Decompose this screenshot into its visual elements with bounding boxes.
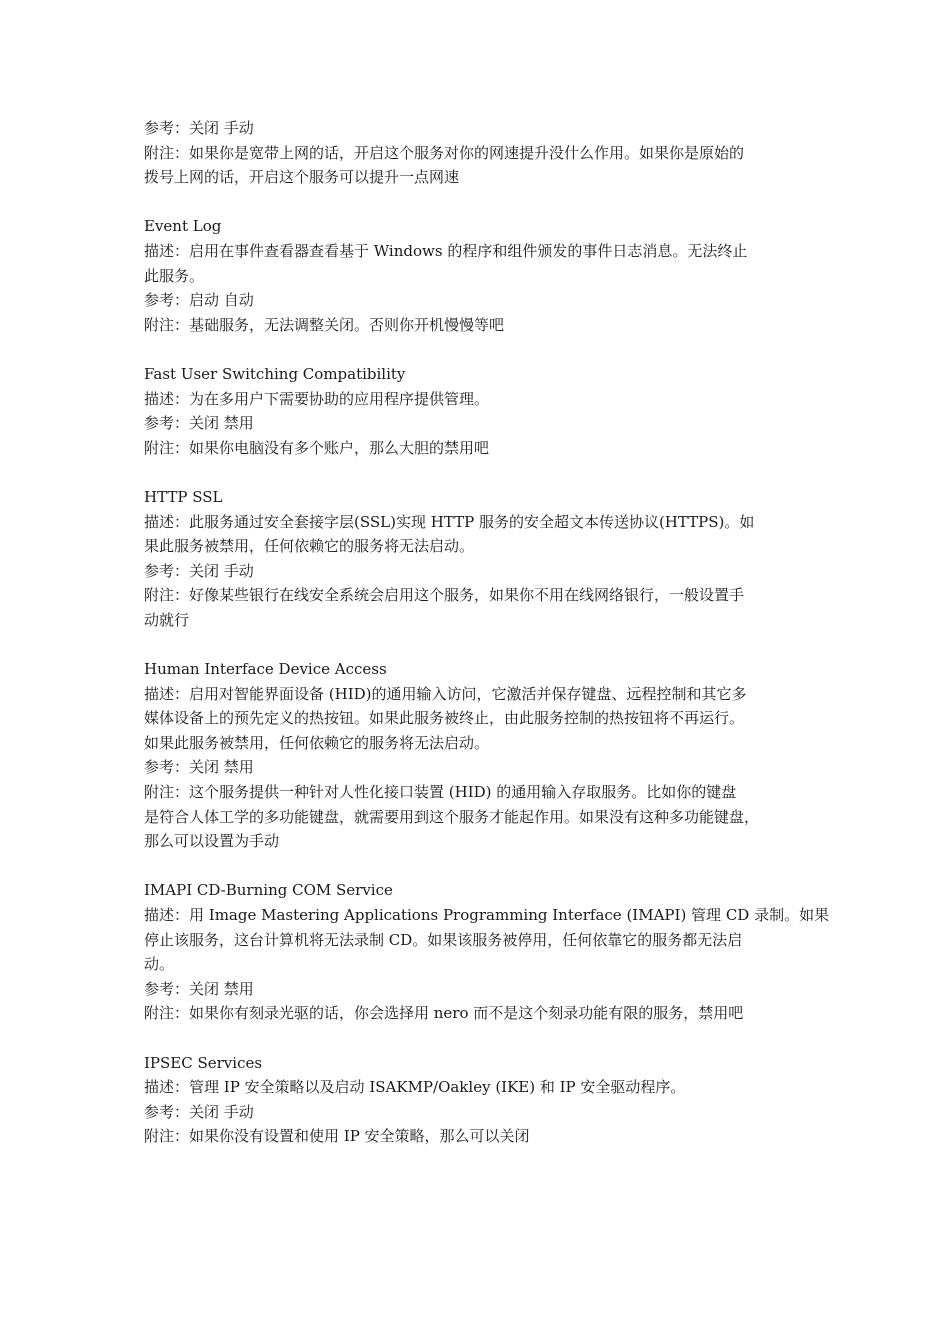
- service-description-line: 描述：用 Image Mastering Applications Programming Interface (IMAPI) 管理 CD 录制。如果: [144, 906, 830, 924]
- service-description-line: 描述：启用在事件查看器查看基于 Windows 的程序和组件颁发的事件日志消息。无法终止: [144, 241, 748, 260]
- service-reference: 参考：关闭 禁用: [144, 758, 254, 777]
- service-note-line: 附注：这个服务提供一种针对人性化接口装置 (HID) 的通用输入存取服务。比如你的键盘: [144, 783, 737, 802]
- service-description-line: 动。: [144, 955, 175, 974]
- intro-reference: 参考：关闭 手动: [144, 119, 254, 137]
- service-reference: 参考：关闭 禁用: [144, 414, 254, 433]
- service-description-line: 停止该服务，这台计算机将无法录制 CD。如果该服务被停用，任何依靠它的服务都无法启: [144, 930, 743, 949]
- service-reference: 参考：关闭 禁用: [144, 979, 254, 998]
- service-entry-event-log: [144, 214, 808, 337]
- service-note-line: 是符合人体工学的多功能键盘，就需要用到这个服务才能起作用。如果没有这种多功能键盘，: [144, 807, 760, 826]
- spacer: [144, 1026, 808, 1051]
- service-description-line: 描述：为在多用户下需要协助的应用程序提供管理。: [144, 389, 490, 408]
- spacer: [144, 632, 808, 657]
- service-name: IMAPI CD-Burning COM Service: [144, 881, 393, 900]
- service-reference: 参考：关闭 手动: [144, 1102, 254, 1121]
- spacer: [144, 190, 808, 215]
- service-description-line: 描述：管理 IP 安全策略以及启动 ISAKMP/Oakley (IKE) 和 IP 安全驱动程序。: [144, 1078, 686, 1097]
- service-description-line: 媒体设备上的预先定义的热按钮。如果此服务被终止，由此服务控制的热按钮将不再运行。: [144, 709, 745, 728]
- service-entry-imapi: [144, 878, 830, 1026]
- service-entry-ipsec: [144, 1051, 808, 1149]
- service-entry-fast-user-switching: [144, 362, 808, 460]
- service-note-line: 附注：如果你电脑没有多个账户，那么大胆的禁用吧: [144, 438, 490, 457]
- service-entry-http-ssl: [144, 485, 808, 633]
- service-name: Fast User Switching Compatibility: [144, 364, 406, 383]
- service-reference: 参考：关闭 手动: [144, 561, 254, 580]
- service-description-line: 如果此服务被禁用，任何依赖它的服务将无法启动。: [144, 733, 490, 752]
- service-description-line: 描述：启用对智能界面设备 (HID)的通用输入访问，它激活并保存键盘、远程控制和其它多: [144, 684, 747, 703]
- service-description-line: 此服务。: [144, 266, 205, 285]
- spacer: [144, 854, 808, 879]
- service-note-line: 附注：如果你有刻录光驱的话，你会选择用 nero 而不是这个刻录功能有限的服务，禁用吧: [144, 1004, 744, 1023]
- spacer: [144, 337, 808, 362]
- service-note-line: 附注：基础服务，无法调整关闭。否则你开机慢慢等吧: [144, 315, 505, 334]
- service-note-line: 附注：如果你没有设置和使用 IP 安全策略，那么可以关闭: [144, 1127, 530, 1146]
- service-note-line: 附注：好像某些银行在线安全系统会启用这个服务，如果你不用在线网络银行，一般设置手: [144, 586, 745, 605]
- document-page: [144, 116, 830, 1149]
- intro-note-line-2: 拨号上网的话，开启这个服务可以提升一点网速: [144, 168, 460, 187]
- service-description-line: 果此服务被禁用，任何依赖它的服务将无法启动。: [144, 537, 475, 556]
- service-note-line: 动就行: [144, 610, 190, 629]
- service-name: IPSEC Services: [144, 1053, 263, 1072]
- service-name: Human Interface Device Access: [144, 660, 387, 679]
- intro-section: [144, 116, 808, 190]
- service-name: HTTP SSL: [144, 487, 223, 506]
- service-name: Event Log: [144, 217, 222, 236]
- service-note-line: 那么可以设置为手动: [144, 832, 280, 851]
- service-reference: 参考：启动 自动: [144, 291, 254, 310]
- service-entry-hid-access: [144, 657, 808, 854]
- spacer: [144, 460, 808, 485]
- intro-note-line-1: 附注：如果你是宽带上网的话，开启这个服务对你的网速提升没什么作用。如果你是原始的: [144, 143, 745, 162]
- service-description-line: 描述：此服务通过安全套接字层(SSL)实现 HTTP 服务的安全超文本传送协议(HTTPS)。如: [144, 512, 755, 531]
